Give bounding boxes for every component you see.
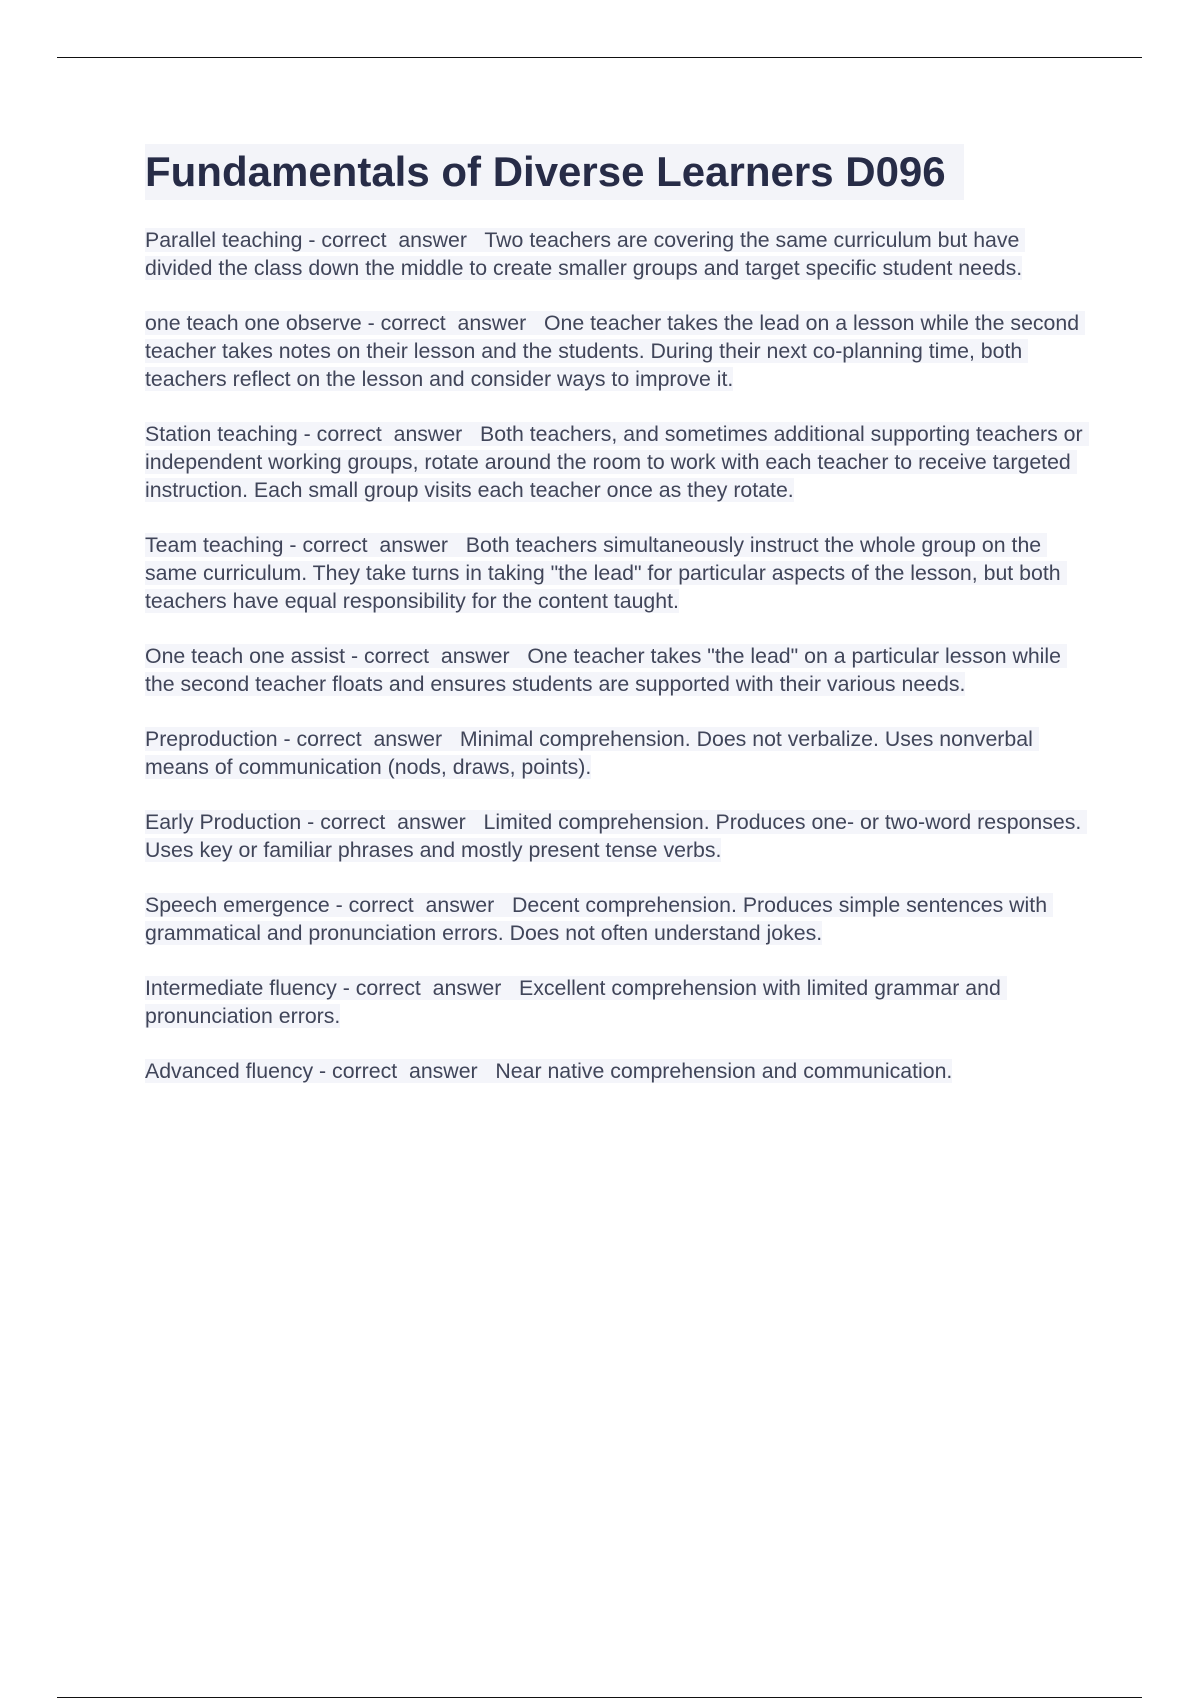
entry-definition: Near native comprehension and communication. <box>495 1059 953 1083</box>
entry-definition: Two teachers are covering the same curriculum but have divided the class down the middle to create smaller groups and target specific student needs. <box>145 228 1026 280</box>
entry-separator: - correct answer <box>361 311 544 335</box>
entry-definition: Decent comprehension. Produces simple sentences with grammatical and pronunciation errors. Does not often understand jokes. <box>145 893 1053 945</box>
top-divider <box>57 57 1142 58</box>
entry-term: Early Production <box>145 810 302 834</box>
entry-separator: - correct answer <box>283 533 466 557</box>
entry-definition: Excellent comprehension with limited grammar and pronunciation errors. <box>145 976 1007 1028</box>
entry-definition: Both teachers simultaneously instruct the whole group on the same curriculum. They take turns in taking "the lead" for particular aspects of the lesson, but both teachers have equal responsibility for the content taught. <box>145 533 1067 613</box>
entry-definition: Limited comprehension. Produces one- or two-word responses. Uses key or familiar phrases and mostly present tense verbs. <box>145 810 1088 862</box>
entry-preproduction <box>145 725 1090 781</box>
entry-term: Advanced fluency <box>145 1059 314 1083</box>
entry-term: Intermediate fluency <box>145 976 337 1000</box>
entry-one-teach-one-observe <box>145 309 1090 393</box>
entry-station-teaching <box>145 420 1090 504</box>
entry-separator: - correct answer <box>301 810 484 834</box>
entry-one-teach-one-assist <box>145 642 1090 698</box>
entry-term: one teach one observe <box>145 311 362 335</box>
entry-early-production <box>145 808 1090 864</box>
entry-separator: - correct answer <box>345 644 528 668</box>
entry-definition: One teacher takes "the lead" on a particular lesson while the second teacher floats and ensures students are supported with their various needs. <box>145 644 1067 696</box>
entry-separator: - correct answer <box>297 422 481 446</box>
entry-separator: - correct answer <box>336 976 520 1000</box>
entry-speech-emergence <box>145 891 1090 947</box>
entry-term: Station teaching <box>145 422 298 446</box>
document-title: Fundamentals of Diverse Learners D096 <box>145 144 964 200</box>
entry-separator: - correct answer <box>329 893 512 917</box>
entry-term: One teach one assist <box>145 644 346 668</box>
entry-term: Team teaching <box>145 533 284 557</box>
entry-separator: - correct answer <box>313 1059 496 1083</box>
entry-definition: Both teachers, and sometimes additional supporting teachers or independent working groups, rotate around the room to work with each teacher to receive targeted instruction. Each small group visits each teacher once as they rotate. <box>145 422 1089 502</box>
entry-separator: - correct answer <box>302 228 485 252</box>
entry-parallel-teaching <box>145 226 1090 282</box>
entry-term: Parallel teaching <box>145 228 303 252</box>
entry-definition: Minimal comprehension. Does not verbalize. Uses nonverbal means of communication (nods, draws, points). <box>145 727 1039 779</box>
entry-separator: - correct answer <box>277 727 460 751</box>
entry-term: Preproduction <box>145 727 278 751</box>
entry-term: Speech emergence <box>145 893 330 917</box>
entry-definition: One teacher takes the lead on a lesson while the second teacher takes notes on their lesson and the students. During their next co-planning time, both teachers reflect on the lesson and consider ways to improve it. <box>145 311 1086 391</box>
entry-advanced-fluency <box>145 1057 1090 1085</box>
bottom-divider <box>57 1697 1142 1698</box>
entry-team-teaching <box>145 531 1090 615</box>
entry-intermediate-fluency <box>145 974 1090 1030</box>
document-body <box>145 144 1090 1112</box>
